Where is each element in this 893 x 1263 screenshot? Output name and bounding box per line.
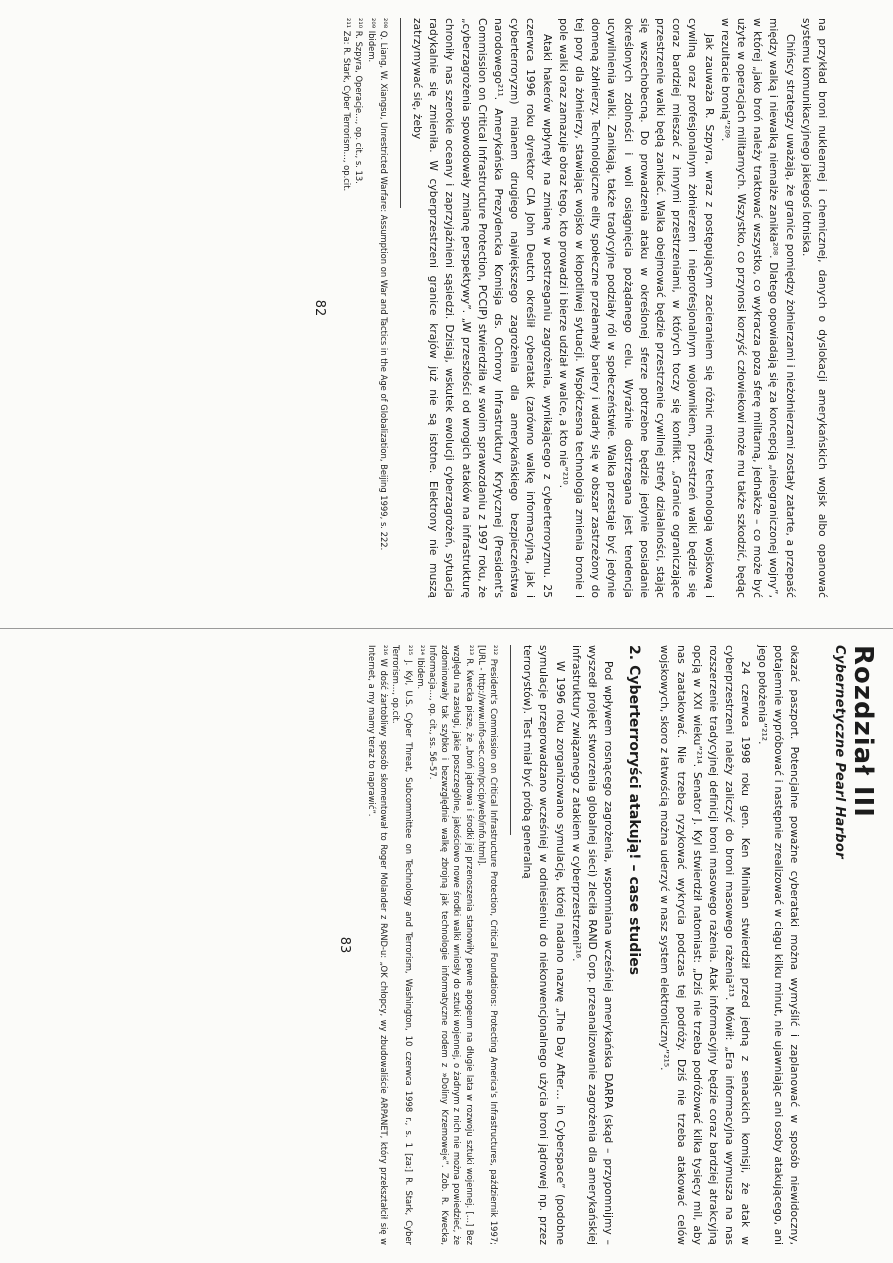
page-83-paragraph: W 1996 roku zorganizowano symulację, której nadano nazwę „The Day After… in Cyberspace” (podobne symulacje przeprowadzano wcześniej w odniesieniu do niekonwencjonalnego użycia broni jądrowej np. przez terrorystów). Test miał być próbą generalną <box>521 645 566 1245</box>
page-82-body <box>409 18 830 598</box>
page-83-footnotes <box>366 645 500 1245</box>
page-82-footnotes <box>341 18 390 598</box>
footnote: ²¹⁴ Ibidem. <box>415 645 426 690</box>
page-83-paragraph: 24 czerwca 1998 roku gen. Ken Minihan stwierdził przed jedną z senackich komisji, że atak w cyberprzestrzeni należy zaliczyć do broni masowego rażenia²¹³. Mówił: „Era informacyjna wymusza na nas rozszerzenie tradycyjnej definicji broni masowego rażenia. Atak informacyjny będzie coraz bardziej atrakcyjną opcją w XXI wieku”²¹⁴. Senator J. Kyl stwierdził natomiast: „Dziś nie trzeba podróżować kilka tysięcy mil, aby nas zaatakować. Nie trzeba ryzykować wykrycia podczas tej podróży. Dziś nie trzeba atakować celów wojskowych, skoro z łatwością można uderzyć w nasz system elektroniczny”²¹⁵. <box>658 645 752 1245</box>
page-83-content <box>63 645 878 1255</box>
footnote: ²¹⁶ W dość żartobliwy sposób skomentował to Roger Molander z RAND-u: „OK chłopcy, wy zbudowaliście ARPANET, który przekształcił się w Internet, a my mamy teraz to naprawić”. <box>366 645 390 1245</box>
footnote: ²⁰⁹ Ibidem. <box>366 18 377 63</box>
chapter-subtitle: Cybernetyczne Pearl Harbor <box>832 645 847 859</box>
footnote: ²¹⁵ J. Kyl, U.S. Cyber Threat, Subcommittee on Technology and Terrorism, Washington, 10 czerwca 1998 r., s. 1 [za:] R. Stark, Cyber Terrorism…, op.cit. <box>391 645 414 1245</box>
page-82 <box>0 0 893 630</box>
page-number: 82 <box>311 299 327 317</box>
page-82-content <box>70 18 830 598</box>
section-title: 2. Cyberterroryści atakują! – case studies <box>626 645 643 976</box>
page-83 <box>0 633 893 1263</box>
footnote-rule <box>395 18 401 208</box>
footnote: ²¹⁰ R. Szpyra, Operacje…, op. cit., s. 13. <box>354 18 365 184</box>
page-divider <box>0 628 893 629</box>
page-82-paragraph: Ataki hakerów wpłynęły na zmianę w postrzeganiu zagrożenia, wynikającego z cyberterroryzmu. 25 czerwca 1996 roku dyrektor CIA John Deutch określił cyberatak (zarówno walkę informacyjną, jak i cyberterroryzm) mianem drugiego największego zagrożenia dla amerykańskiego bezpieczeństwa narodowego²¹¹. Amerykańska Prezydencka Komisja ds. Ochrony Infrastruktury Krytycznej (President's Commission on Critical Infrastructure Protection, PCCIP) stwierdziła w swoim sprawozdaniu z 1997 roku, że „cyberzagrożenia spowodowały zmianę perspektywy”. „W przeszłości od wrogich ataków na infrastrukturę chroniły nas szerokie oceany i zaprzyjaźnieni sąsiedzi. Dzisiaj, wskutek ewolucji cyberzagrożeń, sytuacja radykalnie się zmieniła. W cyberprzestrzeni granice krajów już nie są istotne. Elektrony nie muszą zatrzymywać się, żeby <box>410 18 553 598</box>
chapter-header <box>830 645 878 1263</box>
chapter-title: Rozdział III <box>848 645 878 818</box>
footnote-rule <box>505 645 511 835</box>
footnote: ²⁰⁸ Q. Liang, W. Xiangsu, Unrestricted Warfare: Assumption on War and Tactics in the Age of Globalization, Beijing 1999, s. 222. <box>378 18 389 551</box>
footnote: ²¹¹ Za: R. Stark, Cyber Terrorism…, op.cit. <box>342 18 353 192</box>
page-83-paragraph: okazać paszport. Potencjalne poważne cyberataki można wymyślić i zaplanować w sposób niewidoczny, potajemnie wypróbować i następnie zrealizować w ciągu kilku minut, nie ujawniając ani osoby atakującego, ani jego położenia”²¹². <box>755 645 800 1245</box>
footnote: ²¹² President's Commission on Critical Infrastructure Protection, Critical Foundations: Protecting America's Infrastructures, październik 1997; [URL - http://www.info-sec.com/pccip/web/info.html]. <box>476 645 499 1245</box>
page-82-paragraph: na przykład broni nuklearnej i chemicznej, danych o dyslokacji amerykańskich wojsk albo opanować systemu komunikacyjnego jakiegoś lotniska. <box>799 18 828 598</box>
footnote: ²¹³ R. Kwecka pisze, że „broń jądrowa i środki jej przenoszenia stanowiły pewne apogeum na długie lata w rozwoju sztuki wojennej. […] Bez względu na zasługi, jakie poszczególne, jakościowo nowe środki walki wniosły do sztuki wojennej, o żadnym z nich nie można powiedzieć, że zdominowały tak szybko i bezwzględnie walkę zbrojną jak technologie informatyczne rodem z »Doliny Krzemowej«”. Zob. R. Kwecka, Informacja…, op. cit., ss. 56–57. <box>427 645 475 1245</box>
page-83-text <box>337 645 802 1245</box>
page-83-body <box>519 645 802 1245</box>
page-82-paragraph: Chińscy strategzy uważają, że granice pomiędzy żołnierzami i nieżołnierzami zostały zatarte, a przepaść między walką i niewalką niemalże zanikła²⁰⁸. Dlatego opowiadają się za koncepcją „nieograniczonej wojny”, w której „jako broń należy traktować wszystko, co wykracza poza sferę militarną, jednakże – co może być użyte w operacjach militarnych. Wszystko, co przynosi korzyść człowiekowi może mu także szkodzić, będąc w rezultacie bronią”²⁰⁹. <box>718 18 796 598</box>
page-82-paragraph: Jak zauważa R. Szpyra, wraz z postępującym zacieraniem się różnic między technologią wojskową i cywilną oraz profesjonalnym żołnierzem i nieprofesjonalnym wojownikiem, przestrzeń walki będzie się coraz bardziej mieszać z innymi przestrzeniami, w których toczy się konflikt. „Granice ograniczające przestrzenie walki będą zanikać. Walka obejmować będzie przestrzenie cywilnej strefy działalności, stając się wszechobecną. Do prowadzenia ataku w określonej sferze potrzebne będzie jedynie posiadanie określonych zdolności i woli osiągnięcia pożądanego celu. Wyraźnie dostrzegana jest tendencja ucywilnienia walki. Zanikają, także tradycyjne podziały ról w społeczeństwie. Walka przestaje być jedynie domeną żołnierzy. Technologiczne elity społeczne przełamały bariery i wdarły się w obszar zastrzeżony do tej pory dla żołnierzy, stawiając wojsko w kłopotliwej sytuacji. Współczesna technologia zmienia bronie i pole walki oraz zamazuje obraz tego, kto prowadzi i bierze udział w walce, a kto nie”²¹⁰. <box>556 18 715 598</box>
page-number: 83 <box>336 936 352 954</box>
page-83-paragraph: Pod wpływem rosnącego zagrożenia, wspomniana wcześniej amerykańska DARPA (skąd – przypomnijmy – wyszedł projekt stworzenia globalnej sieci) zleciła RAND Corp. przeanalizowanie zagrożenia dla amerykańskiej infrastruktury związanego z atakiem w cyberprzestrzeni²¹⁶. <box>569 645 615 1245</box>
